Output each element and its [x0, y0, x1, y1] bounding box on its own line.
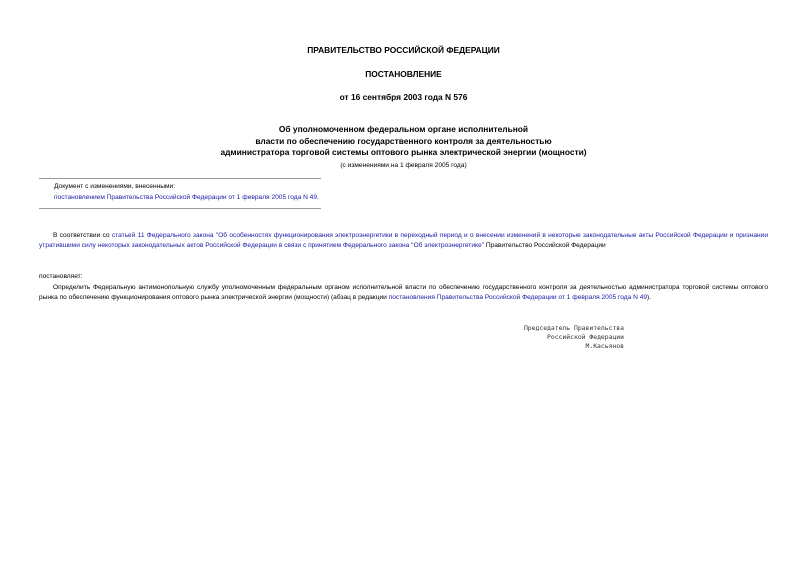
paragraph-decision: [39, 283, 768, 304]
divider-bottom: [39, 208, 321, 209]
resolves-text: постановляет:: [39, 273, 83, 280]
edition-note: (с изменениями на 1 февраля 2005 года): [340, 162, 467, 169]
paragraph-basis-suffix: Правительство Российской Федерации: [483, 242, 606, 250]
amendment-resolution-link[interactable]: постановления Правительства Российской Федерации от 1 февраля 2005 года N 49: [388, 294, 648, 302]
amendments-link[interactable]: постановлением Правительства Российской Федерации от 1 февраля 2005 года N 49.: [54, 194, 319, 201]
signature-organization: Российской Федерации: [547, 333, 624, 341]
signature-name: М.Касьянов: [585, 342, 624, 350]
subject-line-2: власти по обеспечению государственного контроля за деятельностью: [255, 135, 552, 146]
amendments-label: Документ с изменениями, внесенными:: [54, 183, 176, 190]
subject-line-3: администратора торговой системы оптового рынка электрической энергии (мощности): [220, 147, 587, 157]
government-heading: ПРАВИТЕЛЬСТВО РОССИЙСКОЙ ФЕДЕРАЦИИ: [307, 45, 500, 55]
document-subject: [0, 124, 807, 159]
signature-position: Председатель Правительства: [523, 324, 624, 332]
document-type-heading: ПОСТАНОВЛЕНИЕ: [365, 69, 442, 79]
document-date-number: от 16 сентября 2003 года N 576: [339, 92, 468, 102]
signature-block: [524, 324, 624, 351]
subject-line-1: Об уполномоченном федеральном органе исполнительной: [278, 124, 529, 134]
paragraph-basis: [39, 231, 768, 252]
paragraph-decision-suffix: ).: [647, 294, 652, 302]
paragraph-decision-text: Определить Федеральную антимонопольную службу уполномоченным федеральным органом исполнительной власти по обеспечению государственного контроля за деятельностью администратора торговой системы оптового рынка по обеспечению функционирования оптового рынка электрической энергии (мощности) (абзац в редакции: [39, 284, 768, 302]
divider-top: [39, 178, 321, 179]
paragraph-basis-prefix: В соответствии со: [53, 232, 112, 239]
law-article-link[interactable]: статьей 11 Федерального закона "Об особенностях функционирования электроэнергетики в переходный период и о внесении изменений в некоторые законодательные акты Российской Федерации и признании утратившими силу некоторых законодательных актов Российской Федерации в связи с принятием Федерального закона "Об электроэнергетике": [39, 232, 768, 250]
